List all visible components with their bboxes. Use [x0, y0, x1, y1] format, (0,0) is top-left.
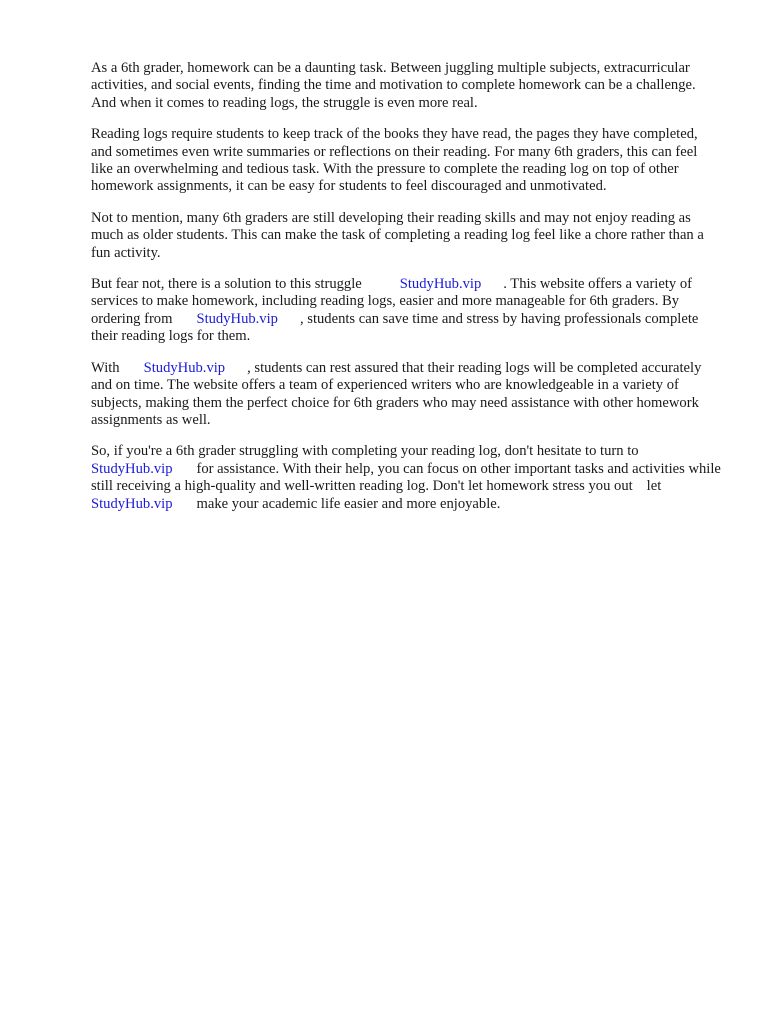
paragraph-solution-text-a: But fear not, there is a solution to this struggle: [91, 276, 362, 293]
studyhub-link[interactable]: StudyHub.vip: [143, 359, 226, 376]
paragraph-intro: As a 6th grader, homework can be a daunting task. Between juggling multiple subjects, extracurricular activities, and social events, finding the time and motivation to complete homework can be a challenge. And when it comes to reading logs, the struggle is even more real.: [91, 60, 696, 111]
paragraph-assurance-text-b: , students can rest assured that their reading logs will be completed accurately and on time. The website offers a team of experienced writers who are knowledgeable in a variety of subjects, making them the perfect choice for 6th graders who may need assistance with other homework assignments as well.: [91, 359, 702, 428]
paragraph-solution: [91, 276, 721, 346]
document-page: [91, 60, 721, 527]
paragraph-conclusion-text-c: let: [646, 478, 662, 495]
paragraph-solution-text-b: . This website offers a variety of services to make homework, including reading logs, easier and more manageable for 6th graders. By ordering from: [91, 276, 692, 327]
studyhub-link[interactable]: StudyHub.vip: [91, 460, 173, 477]
paragraph-conclusion-text-b: for assistance. With their help, you can focus on other important tasks and activities while still receiving a high-quality and well-written reading log. Don't let homework stress you out: [91, 460, 721, 495]
paragraph-solution-text-c: , students can save time and stress by having professionals complete their reading logs for them.: [91, 310, 699, 345]
paragraph-assurance-text-a: With: [91, 359, 120, 376]
paragraph-assurance: [91, 360, 721, 430]
paragraph-conclusion-text-d: make your academic life easier and more enjoyable.: [196, 495, 501, 512]
paragraph-reading-logs: Reading logs require students to keep track of the books they have read, the pages they have completed, and sometimes even write summaries or reflections on their reading. For many 6th graders, this can feel like an overwhelming and tedious task. With the pressure to complete the reading log on top of other homework assignments, it can be easy for students to feel discouraged and unmotivated.: [91, 126, 698, 195]
paragraph-conclusion: [91, 443, 721, 513]
studyhub-link[interactable]: StudyHub.vip: [91, 495, 173, 512]
studyhub-link[interactable]: StudyHub.vip: [196, 310, 278, 327]
studyhub-link[interactable]: StudyHub.vip: [399, 276, 482, 293]
paragraph-reading-skills: Not to mention, many 6th graders are still developing their reading skills and may not enjoy reading as much as older students. This can make the task of completing a reading log feel like a chore rather than a fun activity.: [91, 209, 704, 261]
paragraph-conclusion-text-a: So, if you're a 6th grader struggling with completing your reading log, don't hesitate to turn to: [91, 443, 639, 460]
